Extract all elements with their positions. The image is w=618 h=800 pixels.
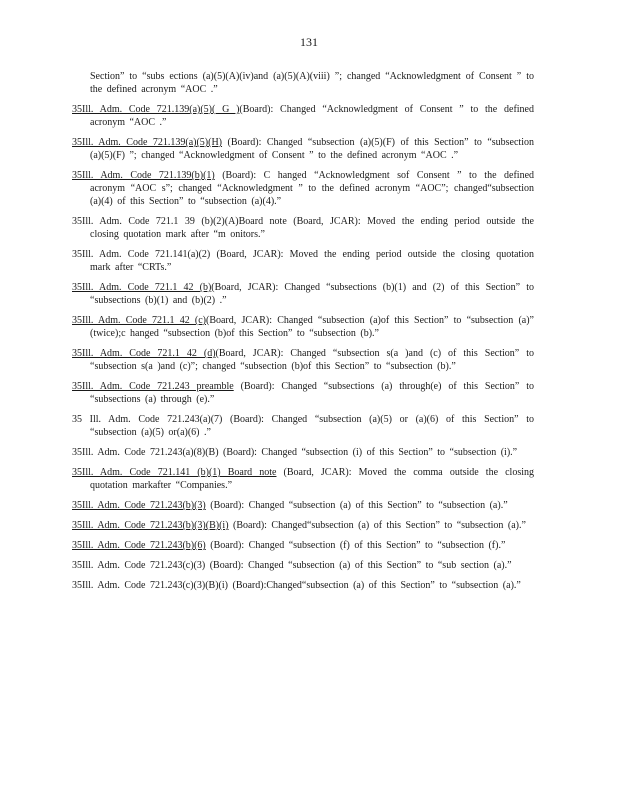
entry-text: (Board): Changed “subsection (a)(5) or (a)(6) of this Section” to “subsection (a)(5) or(a)(6) .” [90, 414, 535, 438]
entry-text: (Board, JCAR): Moved the comma outside the closing quotation markafter “Companies.” [90, 467, 534, 491]
amendment-entry [72, 466, 534, 492]
entry-citation: 35Ill. Adm. Code 721.243(c)(3)(B)(i) [72, 580, 228, 591]
entry-citation: 35Ill. Adm. Code 721.139(a)(5)( G ) [72, 104, 240, 115]
amendment-entry [72, 539, 534, 552]
entry-text: Board note (Board, JCAR): Moved the ending period outside the closing quotation mark after “m onitors.” [90, 216, 534, 240]
entry-citation: 35Ill. Adm. Code 721.139(b)(1) [72, 170, 215, 181]
entry-citation: 35Ill. Adm. Code 721.1 42 (d) [72, 348, 216, 359]
amendment-entry [72, 413, 534, 439]
entry-text: (Board): Changed “subsection (a)(5)(F) of this Section” to “subsection (a)(5)(F) ”; changed “Acknowledgment of Consent ” to the defined acronym “AOC .” [90, 137, 534, 161]
page-number: 131 [300, 35, 318, 49]
amendment-entry [72, 215, 534, 241]
entry-text: (Board): Changed “Acknowledgment of Consent ” to the defined acronym “AOC .” [90, 104, 534, 128]
entry-citation: 35Ill. Adm. Code 721.139(a)(5)(H) [72, 137, 223, 148]
entry-citation: 35Ill. Adm. Code 721.141(a)(2) [72, 249, 211, 260]
entry-citation: 35Ill. Adm. Code 721.1 42 (b) [72, 282, 212, 293]
amendment-entry [72, 446, 534, 459]
amendment-entry [72, 380, 534, 406]
entry-citation: 35Ill. Adm. Code 721.243(c)(3) [72, 560, 206, 571]
amendment-entry [72, 579, 534, 592]
entry-citation: 35Ill. Adm. Code 721.243 preamble [72, 381, 234, 392]
amendment-entry [72, 519, 534, 532]
entry-text: (Board, JCAR): Changed “subsection (a)of this Section” to “subsection (a)” (twice);c hanged “subsection (b)of this Section” to “subsection (b).” [90, 315, 534, 339]
amendment-entry [72, 248, 534, 274]
entry-citation: 35Ill. Adm. Code 721.243(a)(8)(B) [72, 447, 219, 458]
amendment-entry [72, 559, 534, 572]
amendment-entry [72, 314, 534, 340]
entry-text: (Board): Changed “subsection (f) of this Section” to “subsection (f).” [205, 540, 506, 551]
amendment-entry [72, 499, 534, 512]
amendment-entry [72, 169, 534, 208]
entry-citation: 35 Ill. Adm. Code 721.243(a)(7) [72, 414, 223, 425]
entry-text: (Board, JCAR): Moved the ending period outside the closing quotation mark after “CRTs.” [90, 249, 535, 273]
entry-text: (Board): C hanged “Acknowledgment sof Consent ” to the defined acronym “AOC s”; changed “Acknowledgment ” to the defined acronym “AOC”; changed“subsection (a)(4) of this Section” to “subsection (a)(4).” [90, 170, 535, 207]
amendment-entry [72, 70, 534, 96]
entry-text: (Board): Changed “subsection (a) of this Section” to “sub section (a).” [205, 560, 512, 571]
entry-text: (Board):Changed“subsection (a) of this Section” to “subsection (a).” [227, 580, 521, 591]
amendment-list [72, 70, 534, 599]
entry-citation: 35Ill. Adm. Code 721.1 42 (c) [72, 315, 206, 326]
entry-text: (Board): Changed “subsection (a) of this Section” to “subsection (a).” [205, 500, 508, 511]
entry-text: (Board, JCAR): Changed “subsections (b)(1) and (2) of this Section” to “subsections (b)(1) and (b)(2) .” [90, 282, 534, 306]
amendment-entry [72, 103, 534, 129]
amendment-entry [72, 281, 534, 307]
entry-citation: 35Ill. Adm. Code 721.243(b)(3)(B)(i) [72, 520, 229, 531]
entry-citation: 35Ill. Adm. Code 721.1 39 (b)(2)(A) [72, 216, 239, 227]
entry-text: (Board, JCAR): Changed “subsection s(a )and (c) of this Section” to “subsection s(a )and (c)”; changed “subsection (b)of this Section” to “subsection (b).” [90, 348, 534, 372]
entry-text: (Board): Changed“subsection (a) of this Section” to “subsection (a).” [228, 520, 526, 531]
entry-citation: 35Ill. Adm. Code 721.243(b)(6) [72, 540, 206, 551]
entry-text: Section” to “subs ections (a)(5)(A)(iv)and (a)(5)(A)(viii) ”; changed “Acknowledgment of Consent ” to the defined acronym “AOC .” [90, 71, 534, 95]
entry-citation: 35Ill. Adm. Code 721.141 (b)(1) Board note [72, 467, 277, 478]
entry-text: (Board): Changed “subsection (i) of this Section” to “subsection (i).” [218, 447, 518, 458]
entry-text: (Board): Changed “subsections (a) through(e) of this Section” to “subsections (a) through (e).” [90, 381, 534, 405]
amendment-entry [72, 136, 534, 162]
entry-citation: 35Ill. Adm. Code 721.243(b)(3) [72, 500, 206, 511]
amendment-entry [72, 347, 534, 373]
